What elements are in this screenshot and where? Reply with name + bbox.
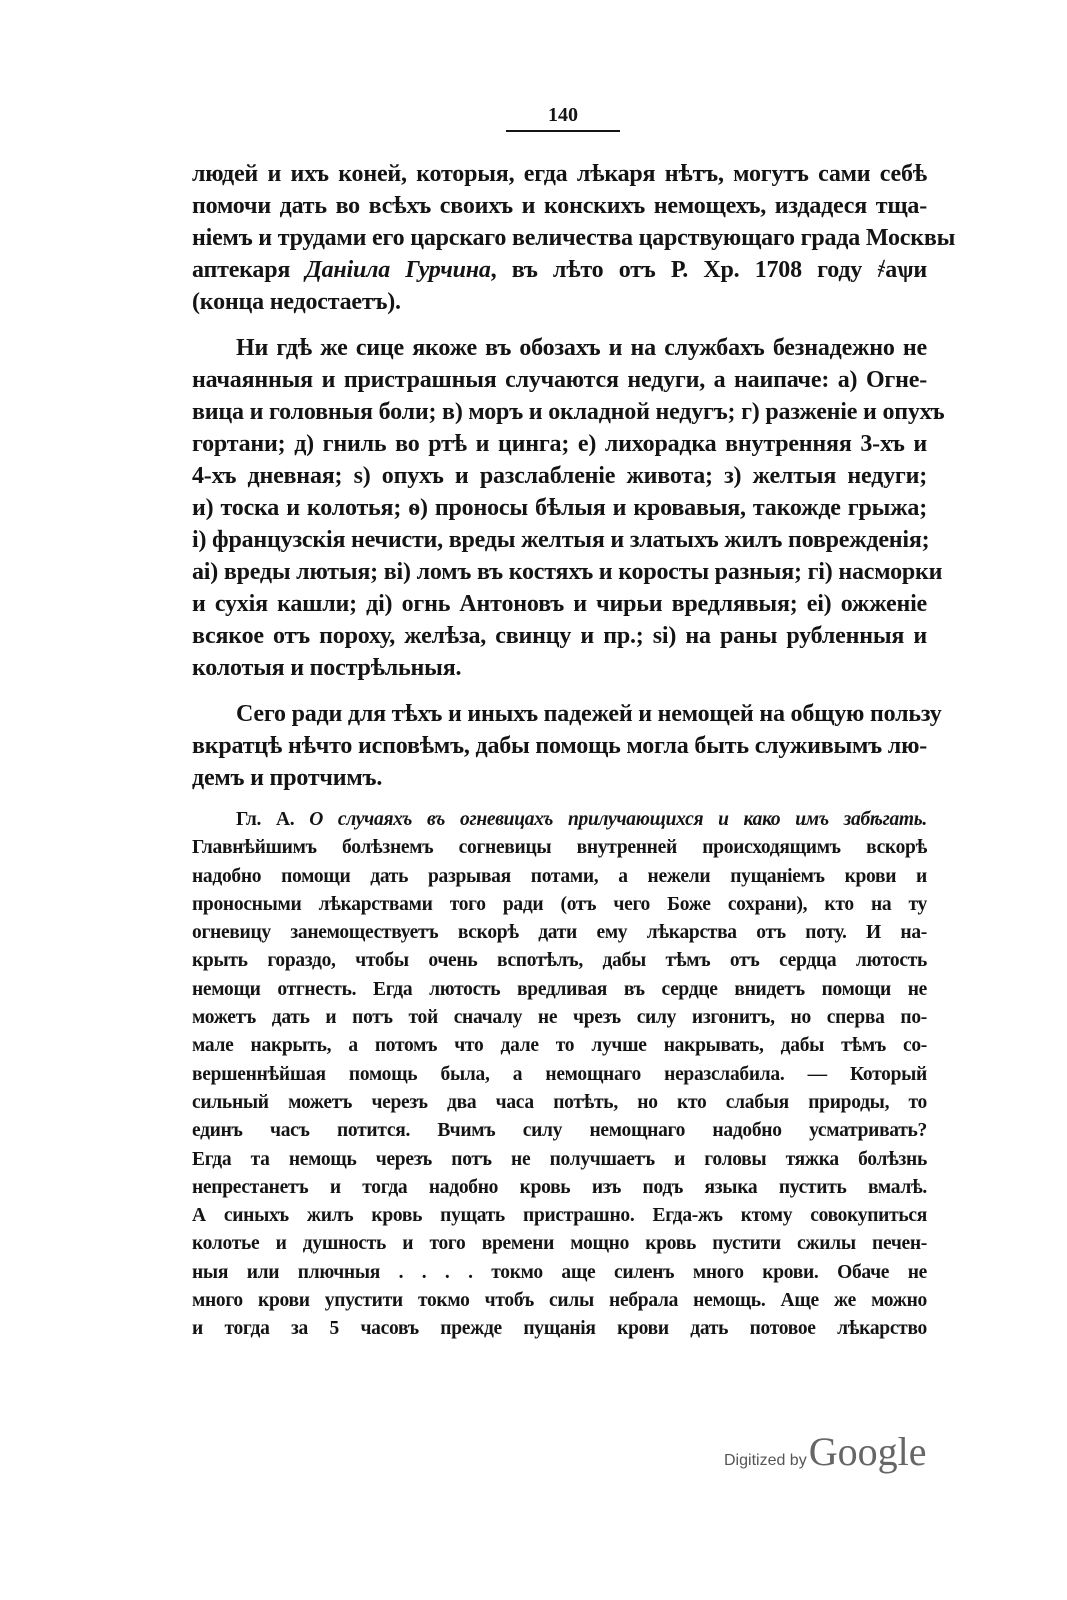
google-logo: Google [808,1429,927,1474]
text-line: надобно помощи дать разрывая потами, а нежели пущаніемъ крови и [192,865,927,887]
text-line: 4-хъ дневная; ѕ) опухъ и разслабленіе живота; з) желтыя недуги; [192,463,927,489]
text-line: і) французскія нечисти, вреды желтыя и златыхъ жилъ поврежденія; [192,527,930,553]
text-line: А синыхъ жилъ кровь пущать пристрашно. Егда-жъ ктому совокупиться [192,1205,927,1227]
text-line: гортани; д) гниль во ртѣ и цинга; е) лихорадка внутренняя 3-хъ и [192,431,927,457]
text-segment: аптекаря [192,257,306,283]
chapter-section [192,806,927,1344]
text-line: вершеннѣйшая помощь была, а немощнаго неразслабила. — Который [192,1063,927,1085]
paragraph-intro [192,698,942,794]
paragraph-diseases [192,332,945,684]
text-line: всякое отъ пороху, желѣза, свинцу и пр.; ѕі) на раны рубленныя и [192,623,927,649]
text-line: ныя или плючныя . . . . токмо аще силенъ много крови. Обаче не [192,1261,927,1283]
text-line: демъ и протчимъ. [192,765,383,791]
text-line: Главнѣйшимъ болѣзнемъ согневицы внутренней происходящимъ вскорѣ [192,837,927,859]
text-line: непрестанетъ и тогда надобно кровь изъ подъ языка пустить вмалѣ. [192,1176,927,1198]
text-line: огневицу занемоществуетъ вскорѣ дати ему лѣкарства отъ поту. И на- [192,922,927,944]
text-line: мале накрыть, а потомъ что дале то лучше накрывать, дабы тѣмъ со- [192,1035,927,1057]
text-line: аі) вреды лютыя; ві) ломъ въ костяхъ и коросты разныя; гі) насморки [192,559,943,585]
text-line: людей и ихъ коней, которыя, егда лѣкаря нѣтъ, могутъ сами себѣ [192,161,927,187]
text-line: вкратцѣ нѣчто исповѣмъ, дабы помощь могла быть служивымъ лю- [192,733,927,759]
text-line: помочи дать во всѣхъ своихъ и конскихъ немощехъ, издадеся тща- [192,193,927,219]
text-line: Егда та немощь черезъ потъ не получшаетъ и головы тяжка болѣзнь [192,1148,927,1170]
digitized-by-label: Digitized by [724,1452,807,1469]
text-line: и тогда за 5 часовъ прежде пущанія крови дать потовое лѣкарство [192,1318,927,1340]
text-line: сильный можетъ черезъ два часа потѣть, но кто слабыя природы, то [192,1091,927,1113]
text-line: колотыя и пострѣльныя. [192,655,462,681]
paragraph-continuation [192,158,956,318]
chapter-label: Гл. А. [236,809,310,830]
text-line: (конца недостаетъ). [192,289,401,315]
text-line: вица и головныя боли; в) моръ и окладной недугъ; г) разженіе и опухъ [192,399,945,425]
text-line: Ни гдѣ же сице якоже въ обозахъ и на службахъ безнадежно не [236,335,927,361]
digitized-watermark [724,1428,926,1475]
text-line: можетъ дать и потъ той сначалу не чрезъ силу изгонитъ, но сперва по- [192,1007,927,1029]
text-line: начаянныя и пристрашныя случаются недуги, а наипаче: а) Огне- [192,367,927,393]
text-line: и) тоска и колотья; ѳ) проносы бѣлыя и кровавыя, такожде грыжа; [192,495,927,521]
text-line: единъ часъ потится. Вчимъ силу немощнаго надобно усматривать? [192,1120,927,1142]
text-line: проносными лѣкарствами того ради (отъ чего Боже сохрани), кто на ту [192,893,927,915]
text-line: Сего ради для тѣхъ и иныхъ падежей и немощей на общую пользу [236,701,942,727]
text-line: немощи отгнесть. Егда лютость вредливая въ сердце внидетъ помощи не [192,978,927,1000]
page-number: 140 [506,104,620,132]
text-line: много крови упустити токмо чтобъ силы небрала немощь. Аще же можно [192,1290,927,1312]
text-line: крыть гораздо, чтобы очень вспотѣлъ, дабы тѣмъ отъ сердца лютость [192,950,927,972]
text-line: колотье и душность и того времени мощно кровь пустити сжилы печен- [192,1233,927,1255]
author-name: Данiила Гурчина [305,257,491,283]
text-line: ніемъ и трудами его царскаго величества царствующаго града Москвы [192,225,956,251]
text-line: и сухія кашли; ді) огнь Антоновъ и чирьи вредлявыя; еі) ожженіе [192,591,927,617]
chapter-title: О случаяхъ въ огневицахъ прилучающихся и како имъ забѣгать. [309,809,927,830]
text-segment: , въ лѣто отъ Р. Хр. 1708 году ҂аѱи [490,257,927,283]
chapter-heading [192,806,927,834]
text-line [192,254,927,286]
